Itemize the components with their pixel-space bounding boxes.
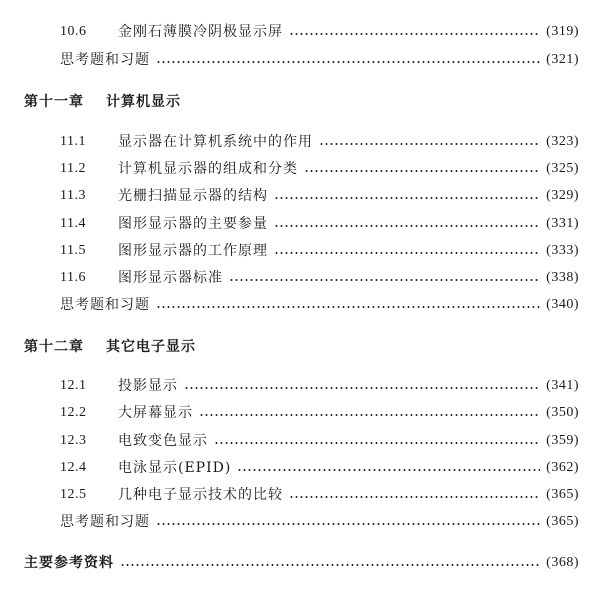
dot-leader (214, 442, 540, 444)
page-number: (333) (546, 243, 579, 258)
toc-entry-11-6[interactable] (60, 267, 579, 289)
section-number: 11.4 (60, 216, 86, 231)
toc-entry-11-2[interactable] (60, 158, 579, 180)
dot-leader (289, 496, 540, 498)
dot-leader (184, 387, 540, 389)
section-title: 图形显示器的主要参量 (118, 216, 268, 232)
section-number: 12.1 (60, 378, 87, 393)
dot-leader (237, 469, 540, 471)
toc-entry-12-5[interactable] (60, 484, 579, 506)
toc-entry-ch11-exercises[interactable] (60, 294, 579, 316)
section-number: 11.5 (60, 243, 86, 258)
page-number: (368) (546, 555, 579, 570)
page-number: (338) (546, 270, 579, 285)
section-number: 12.5 (60, 487, 87, 502)
page-number: (321) (546, 52, 579, 67)
section-number: 12.3 (60, 433, 87, 448)
section-title: 几种电子显示技术的比较 (118, 487, 283, 503)
references-title: 主要参考资料 (24, 555, 114, 571)
section-title: 图形显示器的工作原理 (118, 243, 268, 259)
toc-entry-references[interactable] (24, 552, 579, 574)
section-number: 11.6 (60, 270, 86, 285)
dot-leader (274, 252, 540, 254)
page-number: (331) (546, 216, 579, 231)
toc-entry-12-2[interactable] (60, 402, 579, 424)
chapter-heading-11[interactable] (24, 91, 579, 113)
dot-leader (156, 306, 540, 308)
section-number: 11.1 (60, 134, 86, 149)
dot-leader (156, 61, 540, 63)
dot-leader (274, 225, 540, 227)
dot-leader (199, 414, 540, 416)
section-title: 思考题和习题 (60, 297, 150, 313)
dot-leader (120, 564, 540, 566)
chapter-title: 其它电子显示 (106, 339, 196, 355)
page-number: (362) (546, 460, 579, 475)
section-number: 12.4 (60, 460, 87, 475)
toc-entry-ch12-exercises[interactable] (60, 511, 579, 533)
toc-entry-11-5[interactable] (60, 240, 579, 262)
chapter-title: 计算机显示 (106, 94, 181, 110)
page-number: (323) (546, 134, 579, 149)
toc-entry-12-3[interactable] (60, 430, 579, 452)
toc-entry-12-4[interactable] (60, 457, 579, 479)
section-title: 显示器在计算机系统中的作用 (118, 134, 313, 150)
dot-leader (156, 523, 540, 525)
chapter-label: 第十二章 (24, 339, 84, 355)
chapter-heading-12[interactable] (24, 336, 579, 358)
page-number: (365) (546, 487, 579, 502)
section-number: 11.2 (60, 161, 86, 176)
chapter-label: 第十一章 (24, 94, 84, 110)
dot-leader (304, 170, 540, 172)
section-number: 12.2 (60, 405, 87, 420)
page-number: (340) (546, 297, 579, 312)
page-number: (341) (546, 378, 579, 393)
section-number: 10.6 (60, 24, 87, 39)
section-title: 金刚石薄膜冷阴极显示屏 (118, 24, 283, 40)
page-number: (329) (546, 188, 579, 203)
toc-entry-11-4[interactable] (60, 213, 579, 235)
section-title: 投影显示 (118, 378, 178, 394)
dot-leader (229, 279, 540, 281)
toc-entry-ch10-exercises[interactable] (60, 49, 579, 71)
section-title: 电泳显示(EPID) (118, 460, 232, 476)
section-title: 思考题和习题 (60, 514, 150, 530)
section-number: 11.3 (60, 188, 86, 203)
page-number: (365) (546, 514, 579, 529)
toc-entry-11-3[interactable] (60, 185, 579, 207)
toc-entry-12-1[interactable] (60, 375, 579, 397)
dot-leader (289, 33, 540, 35)
page-number: (350) (546, 405, 579, 420)
section-title: 计算机显示器的组成和分类 (118, 161, 298, 177)
section-title: 思考题和习题 (60, 52, 150, 68)
page-number: (359) (546, 433, 579, 448)
toc-entry-10-6[interactable] (60, 21, 579, 43)
toc-entry-11-1[interactable] (60, 131, 579, 153)
section-title: 图形显示器标准 (118, 270, 223, 286)
section-title: 大屏幕显示 (118, 405, 193, 421)
page-number: (325) (546, 161, 579, 176)
section-title: 光栅扫描显示器的结构 (118, 188, 268, 204)
dot-leader (274, 197, 540, 199)
page-number: (319) (546, 24, 579, 39)
section-title: 电致变色显示 (118, 433, 208, 449)
dot-leader (319, 143, 540, 145)
